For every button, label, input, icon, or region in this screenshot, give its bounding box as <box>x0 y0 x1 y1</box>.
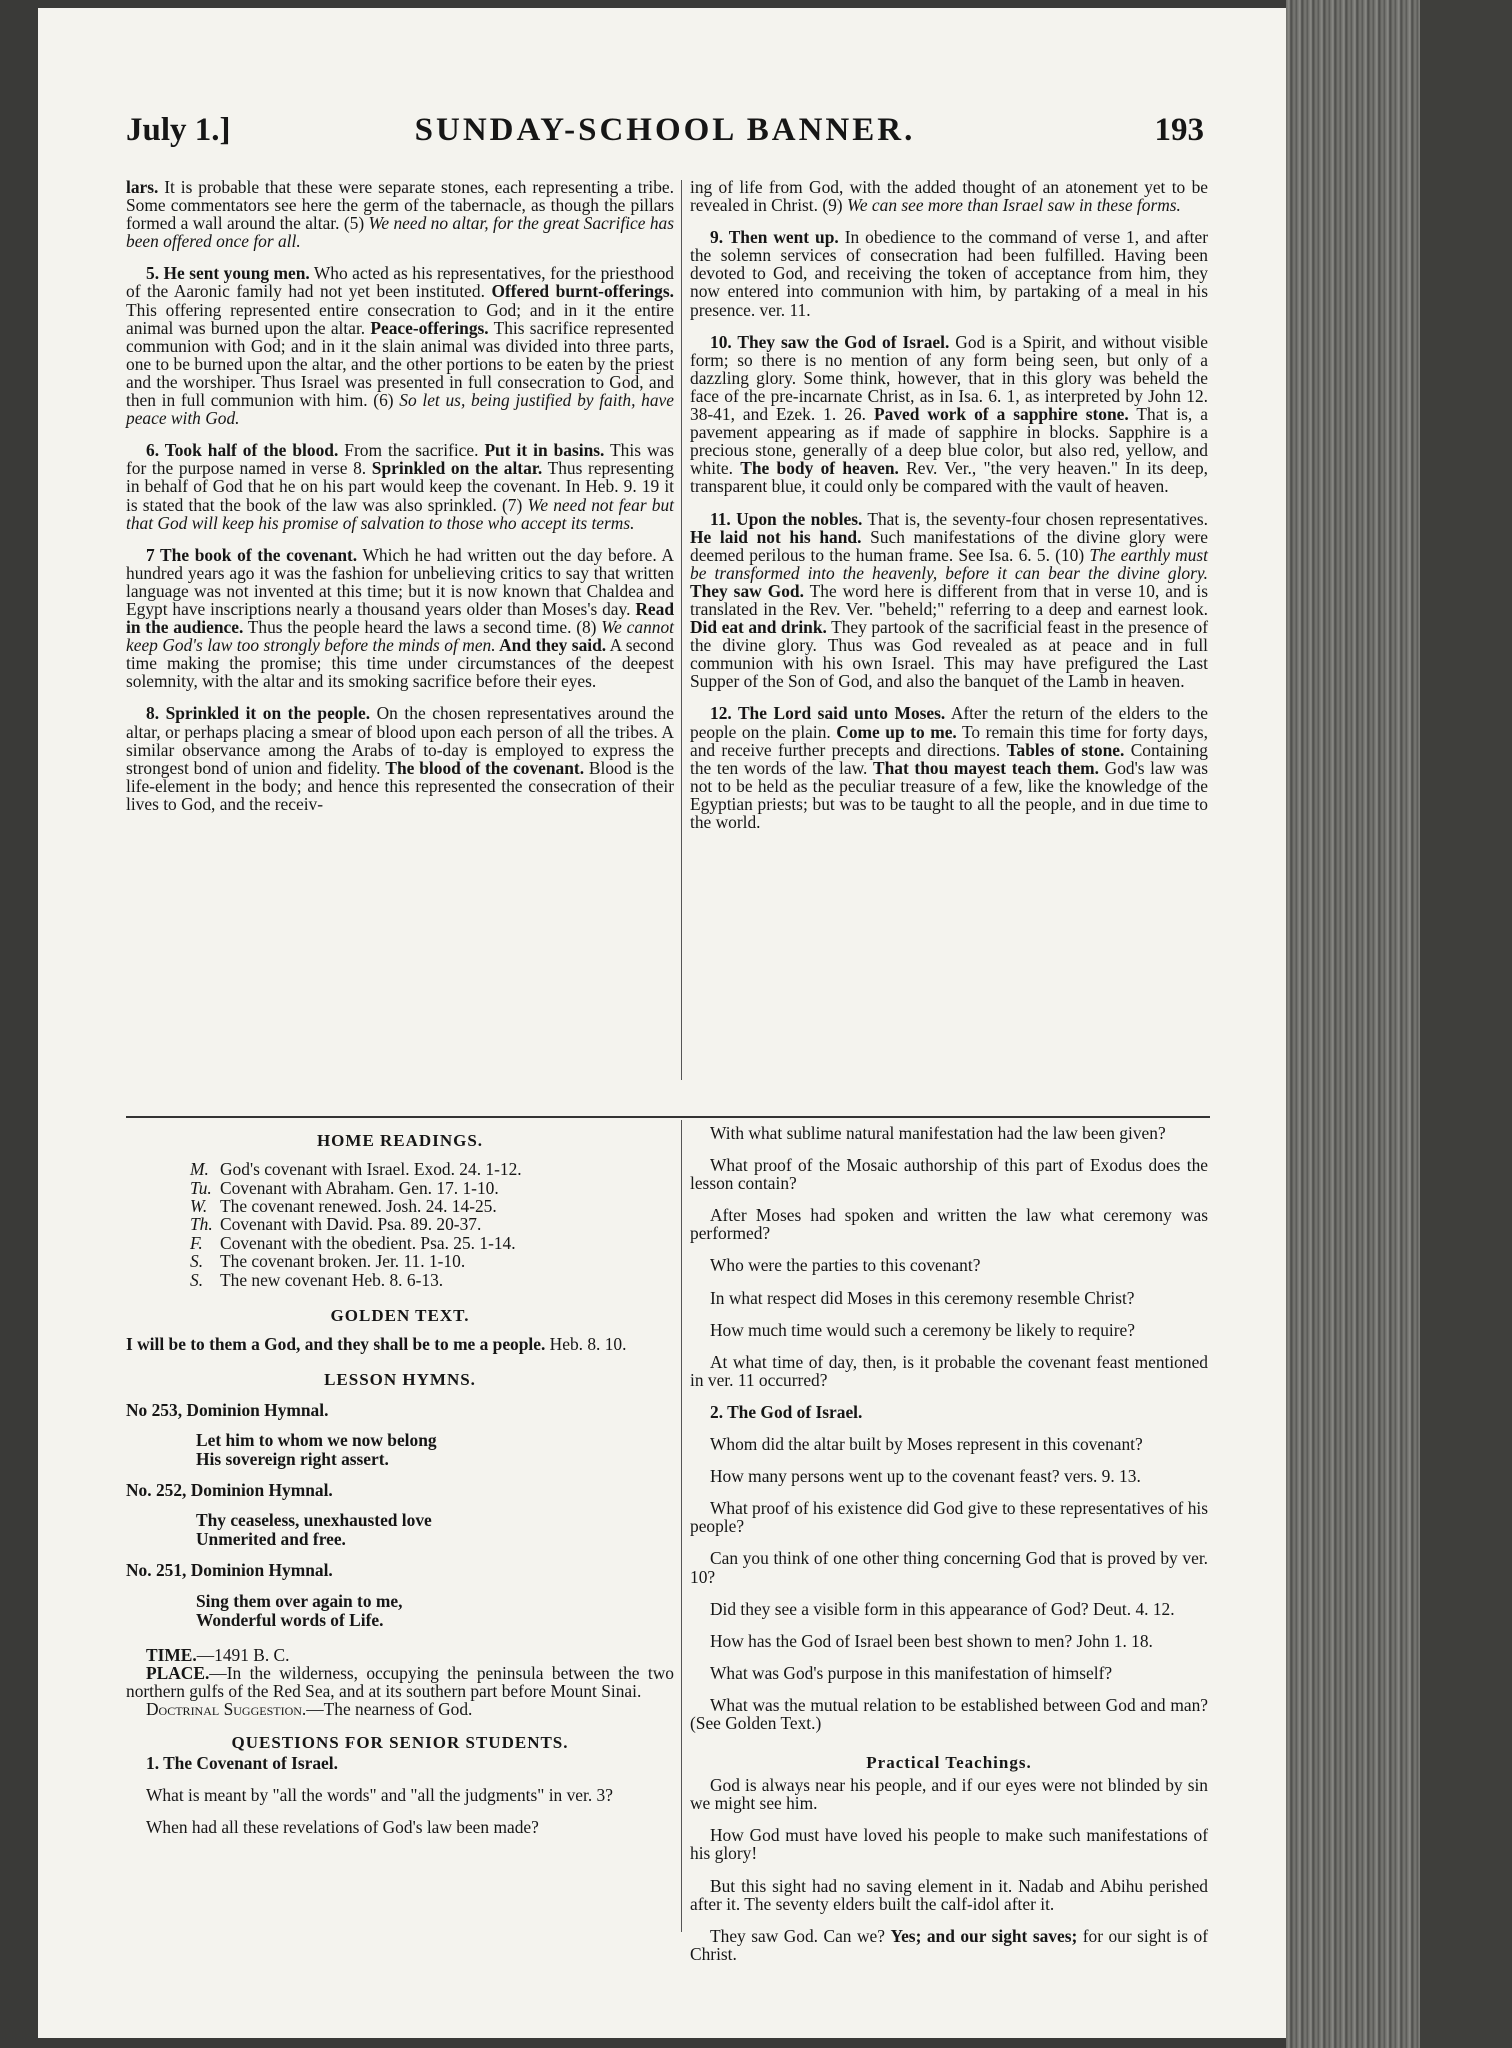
note-verse-10 <box>690 333 1208 496</box>
question: With what sublime natural manifestation had the law been given? <box>710 1123 1166 1143</box>
reading-day: W. <box>190 1195 208 1216</box>
hymn-line: Unmerited and free. <box>196 1529 346 1550</box>
note-heading: Sprinkled on the altar. <box>371 458 543 479</box>
hymn-number: No. 252, Dominion Hymnal. <box>126 1480 333 1501</box>
note-text: It is probable that these were separate stones, each representing a tribe. Some commentators see here the germ of the tabernacle, as though the pillars formed a wall around the altar. (5) <box>126 177 674 234</box>
hymn-line: Sing them over again to me, <box>196 1590 403 1611</box>
question-section-heading: 2. The God of Israel. <box>710 1401 863 1422</box>
note-text: From the sacrifice. <box>338 440 485 461</box>
question-section-heading: 1. The Covenant of Israel. <box>146 1752 338 1773</box>
hymn-line: Wonderful words of Life. <box>196 1609 384 1630</box>
note-text: Containing the ten words of the law. <box>690 739 1208 778</box>
question: What proof of his existence did God give to these representatives of his people? <box>690 1498 1208 1537</box>
note-verse-11 <box>690 510 1208 691</box>
reading-text: Covenant with Abraham. Gen. 17. 1-10. <box>220 1177 499 1198</box>
practical-teaching: God is always near his people, and if our eyes were not blinded by sin we might see him. <box>690 1775 1208 1814</box>
doctrinal-text: —The nearness of God. <box>306 1698 473 1719</box>
document-page <box>38 8 1286 2038</box>
place-text: —In the wilderness, occupying the peninsula between the two northern gulfs of the Red Sea, and at its southern part before Mount Sinai. <box>126 1662 674 1701</box>
note-text: ing of life from God, with the added thought of an atonement yet to be revealed in Christ. (9) <box>690 177 1208 216</box>
time-line <box>126 1646 674 1664</box>
note-text: This sacrifice represented communion with God; and in it the slain animal was divided into three parts, one to be burned upon the altar, and the other portions to be eaten by the priest and the worshiper. Thus Israel was presented in full consecration to God, and then in full communion with him. (6) <box>126 317 674 411</box>
home-readings-heading: HOME READINGS. <box>316 1131 484 1150</box>
note-italic: We can see more than Israel saw in these forms. <box>846 195 1181 216</box>
question: How many persons went up to the covenant feast? vers. 9. 13. <box>710 1466 1141 1487</box>
lesson-hymns-heading: LESSON HYMNS. <box>324 1370 476 1390</box>
reading-item <box>126 1179 674 1197</box>
note-heading: 5. He sent young men. <box>146 263 310 284</box>
home-readings-list <box>126 1160 674 1289</box>
reading-day: Th. <box>190 1214 213 1235</box>
question: What is meant by "all the words" and "all the judgments" in ver. 3? <box>146 1785 613 1806</box>
doctrinal-label: Doctrinal Suggestion. <box>146 1698 307 1719</box>
note-heading: 9. Then went up. <box>710 227 839 248</box>
reading-text: The new covenant Heb. 8. 6-13. <box>220 1269 444 1290</box>
commentary-column-right <box>690 178 1208 845</box>
note-verse-7 <box>126 546 674 691</box>
golden-text-ref: Heb. 8. 10. <box>545 1334 627 1355</box>
note-heading: Paved work of a sapphire stone. <box>874 404 1129 425</box>
note-italic: We need not fear but that God will keep his promise of salvation to those who accept its terms. <box>126 494 674 533</box>
note-heading: 11. Upon the nobles. <box>710 508 863 529</box>
column-divider-bottom <box>681 1120 682 1932</box>
reading-day: S. <box>190 1269 204 1290</box>
note-text: Which he had written out the day before. A hundred years ago it was the fashion for unbelieving critics to say that written language was not invented at this time; but it is now known that Chaldea and Egypt have inscriptions nearly a thousand years older than Moses's day. <box>126 544 674 619</box>
note-text: Such manifestations of the divine glory were deemed perilous to the human frame. See Isa. 6. 5. (10) <box>690 526 1208 565</box>
note-heading: That thou mayest teach them. <box>873 757 1100 778</box>
header-date: July 1.] <box>126 112 231 148</box>
note-text: Who acted as his representatives, for the priesthood of the Aaronic family had not yet been instituted. <box>126 263 674 302</box>
reading-day: Tu. <box>190 1177 212 1198</box>
header-title: SUNDAY-SCHOOL BANNER. <box>414 112 916 148</box>
note-text: After the return of the elders to the people on the plain. <box>690 703 1208 742</box>
hymn-line: Let him to whom we now belong <box>196 1430 437 1451</box>
reading-item <box>126 1215 674 1233</box>
note-heading: Come up to me. <box>836 721 957 742</box>
reading-item <box>126 1252 674 1270</box>
question: At what time of day, then, is it probable the covenant feast mentioned in ver. 11 occurred? <box>690 1351 1208 1390</box>
note-verse-12 <box>690 704 1208 831</box>
reading-item <box>126 1234 674 1252</box>
column-divider-top <box>681 180 682 1080</box>
commentary-column-left <box>126 178 674 827</box>
reading-day: S. <box>190 1251 204 1272</box>
golden-text-body: I will be to them a God, and they shall be to me a people. <box>126 1334 546 1355</box>
note-heading: 7 The book of the covenant. <box>146 544 358 565</box>
practical-teaching: But this sight had no saving element in it. Nadab and Abihu perished after it. The seventy elders built the calf-idol after it. <box>690 1875 1208 1914</box>
note-italic: We cannot keep God's law too strongly before the minds of men. <box>126 617 674 656</box>
question: Did they see a visible form in this appearance of God? Deut. 4. 12. <box>710 1598 1175 1619</box>
reading-day: F. <box>190 1232 203 1253</box>
golden-text-heading: GOLDEN TEXT. <box>330 1305 470 1325</box>
note-italic: We need no altar, for the great Sacrifice has been offered once for all. <box>126 213 674 252</box>
running-head <box>126 112 1204 152</box>
reading-item <box>126 1271 674 1289</box>
note-heading: Tables of stone. <box>1006 739 1125 760</box>
note-text: This offering represented entire consecration to God; and in it the entire animal was burned upon the altar. <box>126 299 674 338</box>
practical-teachings-heading: Practical Teachings. <box>866 1753 1032 1773</box>
question: Who were the parties to this covenant? <box>710 1255 981 1276</box>
reading-day: M. <box>190 1159 209 1180</box>
hymn-line: Thy ceaseless, unexhausted love <box>196 1510 432 1531</box>
question: What was the mutual relation to be established between God and man? (See Golden Text.) <box>690 1694 1208 1733</box>
note-text: The word here is different from that in verse 10, and is translated in the Rev. Ver. "beheld;" referring to a deep and earnest look. <box>690 580 1208 619</box>
note-text: On the chosen representatives around the altar, or perhaps placing a smear of blood upon each person of all the tribes. A similar observance among the Arabs of to-day is employed to express the strongest bond of union and fidelity. <box>126 703 674 778</box>
note-heading: Did eat and drink. <box>690 617 827 638</box>
time-label: TIME. <box>146 1644 197 1665</box>
page-number: 193 <box>1154 112 1204 148</box>
note-text: Rev. Ver., "the very heaven." In its deep, transparent blue, it could only be compared with the vault of heaven. <box>690 458 1208 497</box>
note-text: A second time making the promise; this time under circumstances of the deepest solemnity, with the altar and its smoking sacrifice before their eyes. <box>126 635 674 692</box>
section-rule <box>126 1116 1210 1118</box>
note-heading: Peace-offerings. <box>370 317 489 338</box>
reading-text: The covenant broken. Jer. 11. 1-10. <box>220 1251 466 1272</box>
note-text: Thus representing in behalf of God that he on his part would keep the covenant. In Heb. 9. 19 it is stated that the book of the law was also sprinkled. (7) <box>126 458 674 515</box>
note-heading: And they said. <box>495 635 607 656</box>
reading-item <box>126 1197 674 1215</box>
question: Can you think of one other thing concerning God that is proved by ver. 10? <box>690 1548 1208 1587</box>
note-text: Thus the people heard the laws a second time. (8) <box>243 617 602 638</box>
practical-text: for our sight is of Christ. <box>690 1925 1208 1964</box>
question: When had all these revelations of God's law been made? <box>146 1817 539 1838</box>
note-text: In obedience to the command of verse 1, and after the solemn services of consecration had been fulfilled. Having been devoted to God, and receiving the token of acceptance from him, they now entered into communion with him, by partaking of a meal in his presence. ver. 11. <box>690 227 1208 320</box>
note-text: That is, the seventy-four chosen representatives. <box>862 508 1209 529</box>
note-heading: 12. The Lord said unto Moses. <box>710 703 946 724</box>
note-text: Blood is the life-element in the body; and hence this represented the consecration of their lives to God, and the receiv- <box>126 757 675 814</box>
note-heading: 6. Took half of the blood. <box>146 440 339 461</box>
hymn-line: His sovereign right assert. <box>196 1449 389 1470</box>
time-text: —1491 B. C. <box>196 1644 290 1665</box>
note-text: God's law was not to be held as the peculiar treasure of a few, like the knowledge of the Egyptian priests; but was to be taught to all the people, and in due time to the world. <box>690 757 1208 832</box>
page-edge-shadow <box>1420 0 1512 2048</box>
note-verse-6 <box>126 441 674 531</box>
note-heading: They saw God. <box>690 580 804 601</box>
question: How has the God of Israel been best shown to men? John 1. 18. <box>710 1630 1153 1651</box>
practical-bold: Yes; and our sight saves; <box>890 1925 1078 1946</box>
hymn-number: No. 251, Dominion Hymnal. <box>126 1560 333 1581</box>
note-text: This was for the purpose named in verse 8. <box>126 440 674 479</box>
hymn-number: No 253, Dominion Hymnal. <box>126 1400 329 1421</box>
note-heading: He laid not his hand. <box>690 526 862 547</box>
note-text: That is, a pavement appearing as if made of sapphire in blocks. Sapphire is a precious stone, generally of a deep blue color, but also red, yellow, and white. <box>690 404 1208 479</box>
note-verse-5 <box>126 264 674 427</box>
question: Whom did the altar built by Moses represent in this covenant? <box>710 1434 1143 1455</box>
note-heading: 10. They saw the God of Israel. <box>710 331 950 352</box>
hymn-lines <box>126 1431 674 1469</box>
note-text: They partook of the sacrificial feast in the presence of the divine glory. Thus was God revealed as at peace and in full communion with his own Israel. This may have prefigured the Last Supper of the Son of God, and also the banquet of the Lamb in heaven. <box>690 617 1209 692</box>
note-heading: The body of heaven. <box>740 458 899 479</box>
note-italic: So let us, being justified by faith, have peace with God. <box>126 390 674 429</box>
reading-text: Covenant with the obedient. Psa. 25. 1-14. <box>220 1232 516 1253</box>
note-heading: The blood of the covenant. <box>385 757 585 778</box>
golden-text <box>126 1335 674 1353</box>
question: How much time would such a ceremony be likely to require? <box>710 1319 1135 1340</box>
question: What proof of the Mosaic authorship of this part of Exodus does the lesson contain? <box>690 1155 1208 1194</box>
note-verse-8 <box>126 704 674 813</box>
place-line <box>126 1664 674 1700</box>
note-continued <box>690 178 1208 214</box>
hymn-lines <box>126 1592 674 1630</box>
question: After Moses had spoken and written the law what ceremony was performed? <box>690 1205 1208 1244</box>
reading-text: Covenant with David. Psa. 89. 20-37. <box>220 1214 482 1235</box>
question: What was God's purpose in this manifestation of himself? <box>710 1662 1113 1683</box>
questions-column <box>690 1124 1208 1977</box>
note-heading: Offered burnt-offerings. <box>491 281 674 302</box>
note-p1 <box>126 178 674 250</box>
question: In what respect did Moses in this ceremony resemble Christ? <box>710 1287 1135 1308</box>
note-heading: Read in the audience. <box>126 598 674 638</box>
doctrinal-line <box>126 1700 674 1718</box>
note-italic: The earthly must be transformed into the heavenly, before it can bear the divine glory. <box>690 544 1208 583</box>
practical-text: They saw God. Can we? <box>710 1925 891 1946</box>
note-heading: 8. Sprinkled it on the people. <box>146 703 371 724</box>
note-text: God is a Spirit, and without visible form; so there is no mention of any form being seen, but only of a dazzling glory. Some think, however, that in this glory was beheld the face of the pre-incarnate Christ, as in Isa. 6. 1, as interpreted by John 12. 38-41, and Ezek. 1. 26. <box>690 331 1208 425</box>
questions-heading: QUESTIONS FOR SENIOR STUDENTS. <box>231 1732 569 1752</box>
practical-teaching: How God must have loved his people to make such manifestations of his glory! <box>690 1825 1208 1864</box>
reading-item <box>126 1160 674 1178</box>
note-lead: lars. <box>126 177 159 197</box>
reading-text: The covenant renewed. Josh. 24. 14-25. <box>220 1195 497 1216</box>
practical-teaching-last <box>690 1927 1208 1963</box>
note-heading: Put it in basins. <box>484 440 605 461</box>
lesson-helps-column <box>126 1124 674 1850</box>
reading-text: God's covenant with Israel. Exod. 24. 1-12. <box>220 1159 522 1180</box>
place-label: PLACE. <box>146 1662 210 1683</box>
note-text: To remain this time for forty days, and receive further precepts and directions. <box>690 721 1208 760</box>
note-verse-9 <box>690 228 1208 318</box>
hymn-lines <box>126 1511 674 1549</box>
